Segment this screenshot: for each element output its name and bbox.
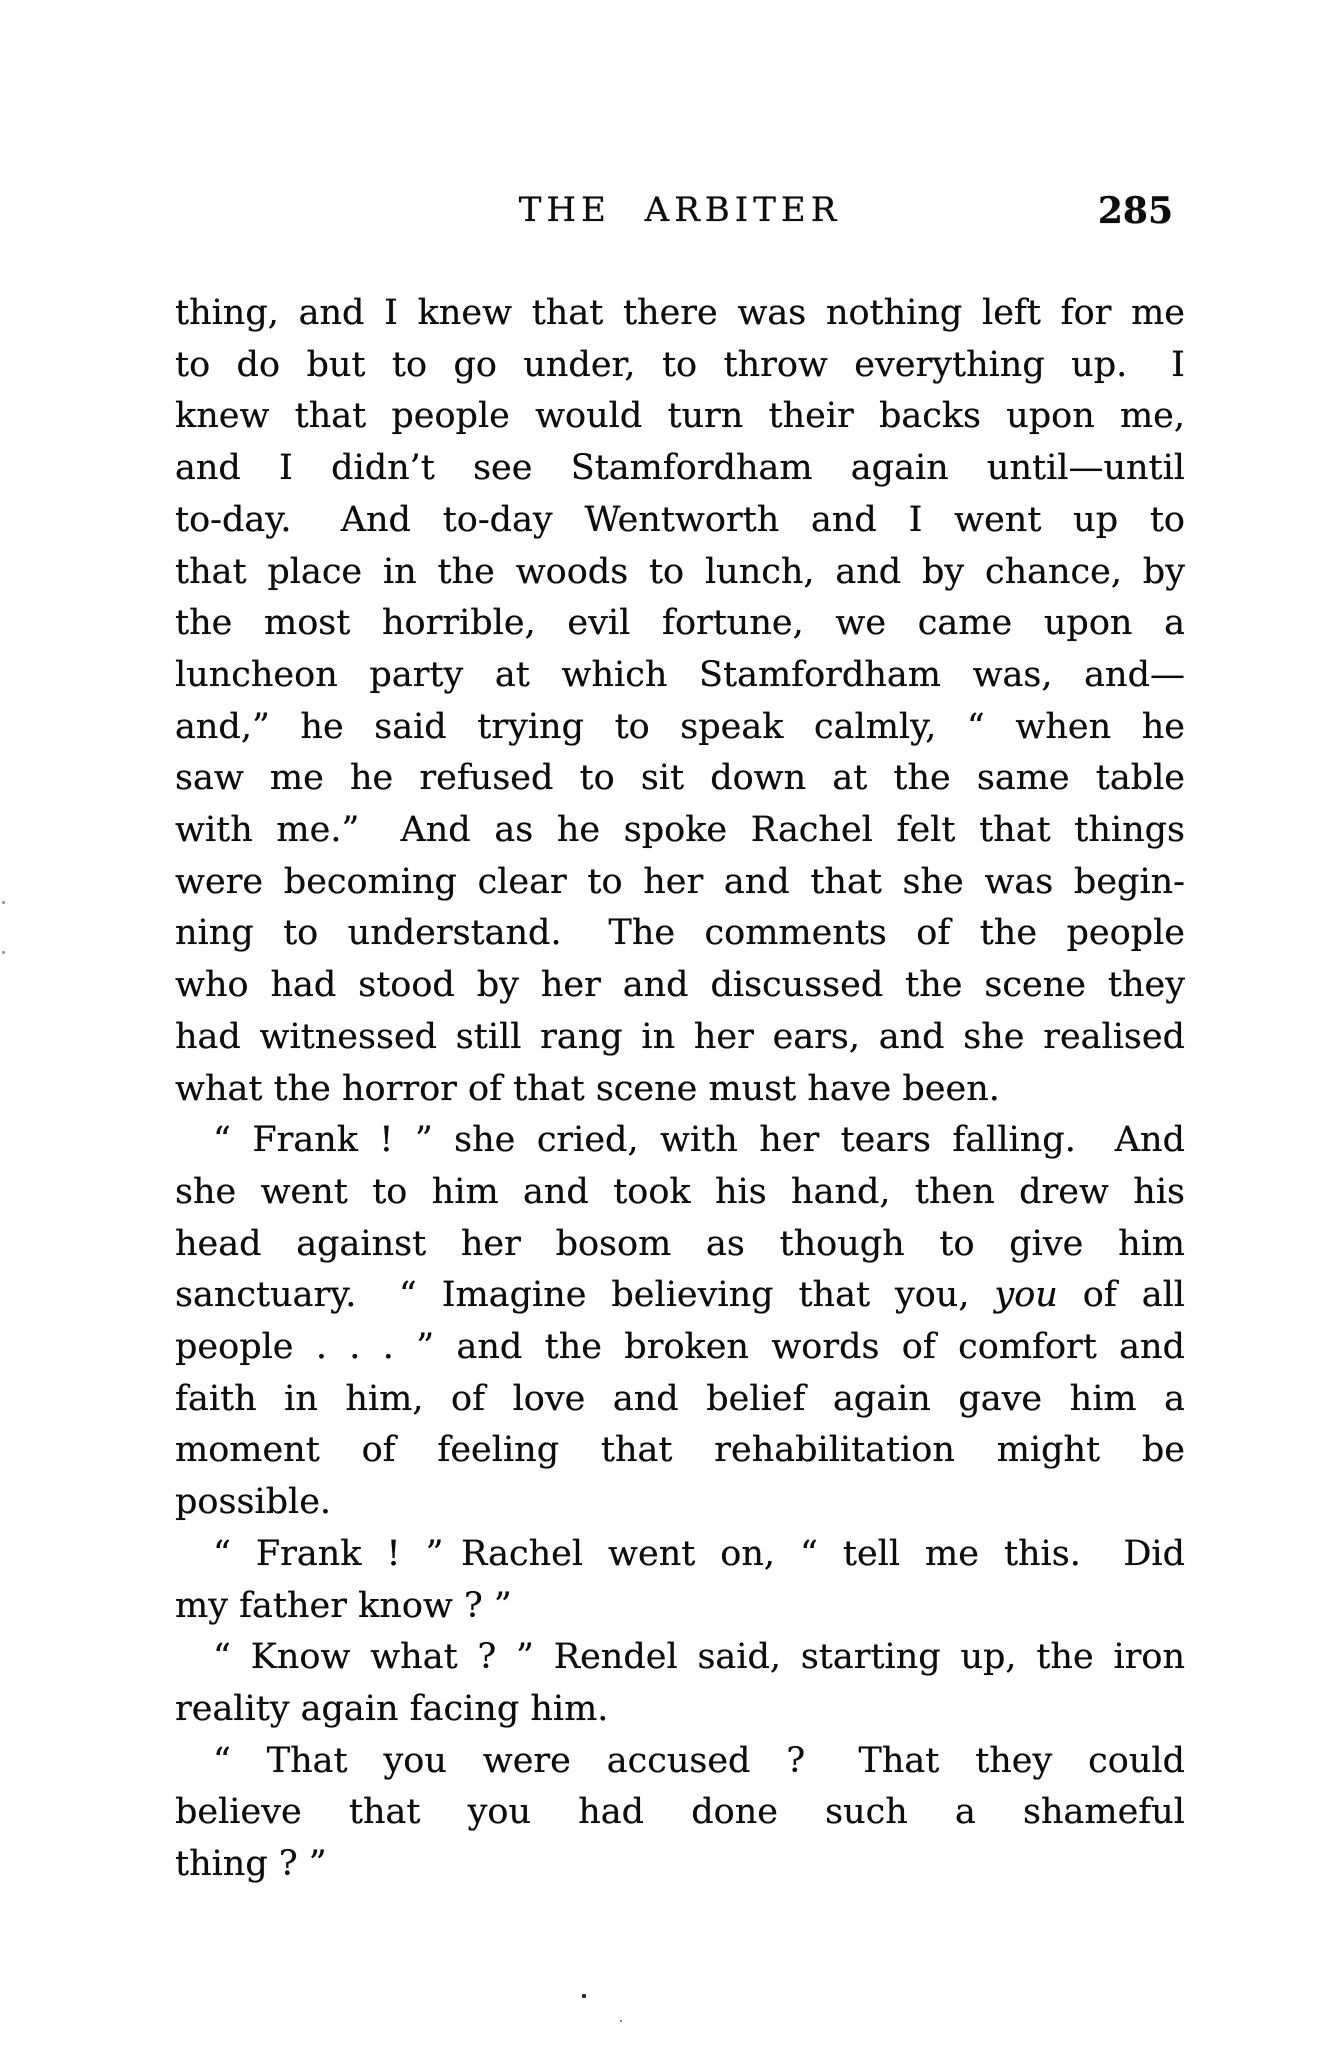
text-line bbox=[175, 495, 1185, 547]
text-segment: faith in him, of love and belief again gave him a bbox=[175, 1378, 1185, 1419]
text-line bbox=[175, 1581, 1185, 1633]
text-line bbox=[175, 340, 1185, 392]
text-line bbox=[175, 702, 1185, 754]
text-line bbox=[175, 1322, 1185, 1374]
text-line bbox=[175, 857, 1185, 909]
text-segment: reality again facing him. bbox=[175, 1688, 609, 1729]
text-line bbox=[175, 547, 1185, 599]
text-line bbox=[175, 1270, 1185, 1322]
text-line bbox=[175, 1529, 1185, 1581]
text-line bbox=[175, 650, 1185, 702]
text-line bbox=[175, 908, 1185, 960]
text-segment: “ Frank ! ” Rachel went on, “ tell me this. Did bbox=[213, 1533, 1185, 1574]
text-segment: ning to understand. The comments of the people bbox=[175, 913, 1185, 954]
scan-speck bbox=[620, 2020, 622, 2022]
text-segment: “ That you were accused ? That they could bbox=[213, 1740, 1185, 1781]
running-title: THE ARBITER bbox=[518, 190, 842, 230]
italic-word: you bbox=[994, 1275, 1058, 1316]
text-segment: possible. bbox=[175, 1482, 332, 1523]
text-segment: my father know ? ” bbox=[175, 1585, 512, 1626]
text-segment: head against her bosom as though to give him bbox=[175, 1223, 1185, 1264]
text-segment: she went to him and took his hand, then drew his bbox=[175, 1171, 1185, 1212]
text-line bbox=[175, 1684, 1185, 1736]
text-segment: that place in the woods to lunch, and by chance, by bbox=[175, 551, 1185, 592]
text-segment: and,” he said trying to speak calmly, “ when he bbox=[175, 706, 1185, 747]
text-line bbox=[175, 1115, 1185, 1167]
text-line bbox=[175, 1064, 1185, 1116]
body-text bbox=[175, 288, 1185, 1891]
text-line bbox=[175, 598, 1185, 650]
text-segment: believe that you had done such a shameful bbox=[175, 1792, 1185, 1833]
text-segment: luncheon party at which Stamfordham was, and— bbox=[175, 654, 1185, 695]
text-segment: thing ? ” bbox=[175, 1844, 327, 1885]
text-segment: thing, and I knew that there was nothing left for me bbox=[175, 293, 1185, 333]
text-segment: “ Know what ? ” Rendel said, starting up, the iron bbox=[213, 1637, 1185, 1678]
text-line bbox=[175, 288, 1185, 340]
text-segment: “ Frank ! ” she cried, with her tears falling. And bbox=[213, 1120, 1185, 1161]
text-segment: to do but to go under, to throw everything up. I bbox=[175, 344, 1185, 385]
text-line bbox=[175, 1787, 1185, 1839]
text-segment: the most horrible, evil fortune, we came upon a bbox=[175, 603, 1185, 644]
scan-speck bbox=[2, 951, 5, 954]
text-line bbox=[175, 1167, 1185, 1219]
text-line bbox=[175, 960, 1185, 1012]
running-head bbox=[175, 190, 1185, 238]
text-segment: saw me he refused to sit down at the same table bbox=[175, 758, 1185, 799]
text-line bbox=[175, 1012, 1185, 1064]
scan-speck bbox=[2, 901, 5, 904]
text-segment: people . . . ” and the broken words of comfort and bbox=[175, 1327, 1185, 1368]
page-number: 285 bbox=[1097, 190, 1173, 232]
text-line bbox=[175, 1425, 1185, 1477]
text-line bbox=[175, 1374, 1185, 1426]
text-segment: what the horror of that scene must have been. bbox=[175, 1068, 1000, 1109]
text-line bbox=[175, 805, 1185, 857]
text-line bbox=[175, 1477, 1185, 1529]
text-segment: had witnessed still rang in her ears, and she realised bbox=[175, 1016, 1185, 1057]
text-segment: who had stood by her and discussed the scene they bbox=[175, 965, 1185, 1006]
text-segment: knew that people would turn their backs upon me, bbox=[175, 396, 1185, 437]
text-segment: to-day. And to-day Wentworth and I went up to bbox=[175, 499, 1185, 540]
text-segment: and I didn’t see Stamfordham again until—until bbox=[175, 448, 1185, 489]
scan-speck bbox=[582, 1994, 586, 1998]
text-line bbox=[175, 391, 1185, 443]
text-line bbox=[175, 1736, 1185, 1788]
text-segment: of all bbox=[1057, 1275, 1185, 1316]
text-segment: with me.” And as he spoke Rachel felt that things bbox=[175, 810, 1185, 851]
text-line bbox=[175, 1219, 1185, 1271]
text-segment: sanctuary. “ Imagine believing that you, bbox=[175, 1275, 995, 1316]
text-line bbox=[175, 1632, 1185, 1684]
text-line bbox=[175, 443, 1185, 495]
text-line bbox=[175, 1839, 1185, 1891]
text-segment: moment of feeling that rehabilitation might be bbox=[175, 1430, 1185, 1471]
text-line bbox=[175, 753, 1185, 805]
text-segment: were becoming clear to her and that she was begin- bbox=[175, 861, 1185, 902]
